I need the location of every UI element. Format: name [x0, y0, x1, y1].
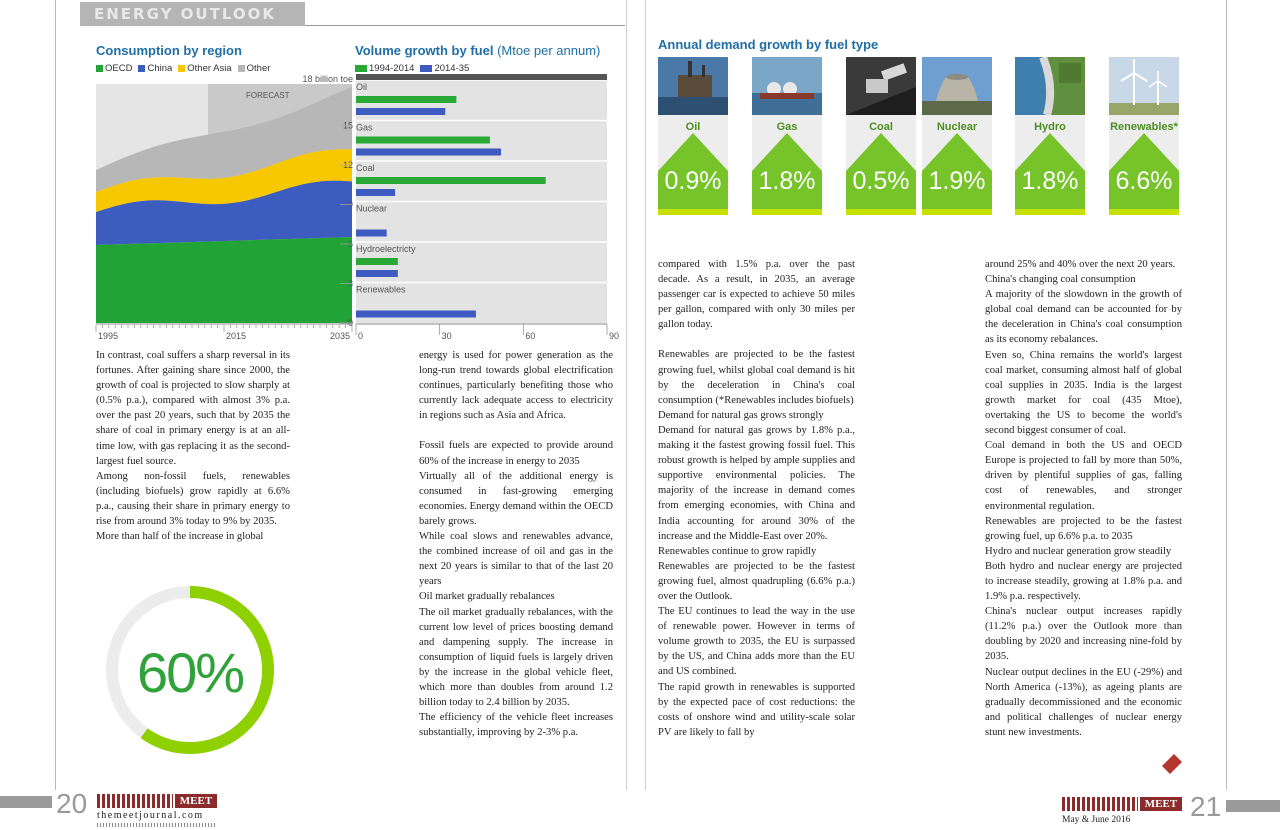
paragraph: Virtually all of the additional energy is consumed in fast-growing emerging economies. Energy demand within the OECD barely grows.: [419, 470, 613, 527]
y-tick-label: 9: [347, 199, 353, 210]
fuel-pct: 0.5%: [852, 167, 910, 195]
fuel-card-body: [846, 115, 916, 215]
y-tick-label: 3: [347, 278, 353, 289]
paragraph: China's nuclear output increases rapidly (11.2% p.a.) over the Outlook more than doubling by 2020 and increasing nine-fold by 2035.: [985, 606, 1182, 663]
area-x-tick-label: 1995: [98, 331, 119, 341]
fuel-card-hydro: [1015, 57, 1085, 215]
bar-coal-2014-35: [356, 189, 395, 196]
paragraph: compared with 1.5% p.a. over the past decade. As a result, in 2035, an average passenger car is expected to achieve 50 miles per gallon, compared with only 30 miles per gallon today.: [658, 259, 855, 331]
right-column-2: [985, 257, 1182, 740]
fuel-name: Nuclear: [936, 121, 978, 133]
fuel-name: Hydro: [1034, 121, 1066, 133]
volume-chart-unit: (Mtoe per annum): [497, 43, 601, 58]
left-column-1: [96, 348, 290, 544]
paragraph: While coal slows and renewables advance, the combined increase of oil and gas in the next 20 years is similar to that of the last 20 years: [419, 531, 613, 588]
bar-oil-1994-2014: [356, 96, 456, 103]
bar-x-tick-label: 30: [441, 331, 452, 341]
paragraph: energy is used for power generation as the long-run trend towards global electrification continues, particularly benefiting those who currently lack adequate access to electricity in regions such as Asia and Africa.: [419, 350, 613, 422]
forecast-label: FORECAST: [246, 91, 290, 100]
fuel-card-nuclear: [922, 57, 992, 215]
bar-gas-2014-35: [356, 149, 501, 156]
footer-logo-right: [1062, 797, 1182, 811]
paragraph: Nuclear output declines in the EU (-29%) and North America (-13%), as ageing plants are gradually decommissioned and the economic and political challenges of nuclear energy stunt new investments.: [985, 666, 1182, 738]
y-tick-label: 0: [347, 318, 353, 328]
fuel-card-gas: [752, 57, 822, 215]
donut-value: 60%: [136, 641, 244, 704]
bar-hydroelectricty-2014-35: [356, 270, 398, 277]
hydro-dam-photo: [1015, 57, 1085, 115]
consumption-chart-title: Consumption by region: [96, 43, 242, 58]
legend-other-asia: Other Asia: [178, 63, 231, 74]
bar-category-label: Gas: [356, 122, 373, 133]
legend-other: Other: [238, 63, 271, 74]
right-page-number: 21: [1190, 791, 1222, 822]
area-x-tick-label: 2015: [226, 331, 247, 341]
masthead-title: ENERGY OUTLOOK: [94, 5, 276, 23]
paragraph: In contrast, coal suffers a sharp reversal in its fortunes. After gaining share since 2000, the growth of coal is projected to slow sharply at (0.5% p.a.), compared with almost 3% p.a. over the past 20 years, such that by 2035 the share of coal in primary energy is at an all-time low, with gas replacing it as the second-largest fuel source.: [96, 350, 290, 467]
fuel-card-body: [752, 115, 822, 215]
paragraph: Hydro and nuclear generation grow steadily: [985, 545, 1172, 557]
paragraph: Demand for natural gas grows strongly: [658, 409, 824, 421]
paragraph: Renewables continue to grow rapidly: [658, 545, 817, 557]
paragraph: [419, 423, 613, 438]
footer-issue: May & June 2016: [1062, 815, 1131, 825]
paragraph: Even so, China remains the world's largest coal market, consuming almost half of global coal supplies in 2035. India is the largest growth market for coal (435 Mtoe), overtaking the US to become the world's second biggest consumer of coal.: [985, 349, 1182, 437]
coal-excavator-photo: [846, 57, 916, 115]
footer-bar-left: [0, 796, 52, 808]
legend-china: China: [138, 63, 172, 74]
gas-tanker-photo: [752, 57, 822, 115]
bar-category-label: Nuclear: [356, 203, 388, 214]
bar-x-tick-label: 60: [525, 331, 536, 341]
fuel-pct: 1.9%: [928, 167, 986, 195]
fuel-name: Coal: [869, 121, 893, 133]
paragraph: More than half of the increase in global: [96, 531, 264, 543]
paragraph: Renewables are projected to be the fastest growing fuel, whilst global coal demand is hit by the deceleration in China's coal consumption (*Renewables includes biofuels): [658, 349, 855, 406]
fuel-card-oil: [658, 57, 728, 215]
fuel-card-coal: [846, 57, 916, 215]
bar-category-label: Oil: [356, 82, 367, 92]
paragraph: Oil market gradually rebalances: [419, 591, 555, 603]
fuel-name: Renewables*: [1110, 121, 1178, 133]
left-column-2: [419, 348, 613, 740]
paragraph: The oil market gradually rebalances, with the current low level of prices boosting demand and dampening supply. The increase in consumption of liquid fuels is largely driven by the increase in the global vehicle fleet, which more than doubles from around 1.2 billion today to 2.4 billion by 2035.: [419, 606, 613, 709]
fuel-pct: 6.6%: [1115, 167, 1173, 195]
fuel-card-renewables: [1109, 57, 1179, 215]
bar-x-tick-label: 0: [358, 331, 364, 341]
fuel-name: Oil: [685, 121, 701, 133]
end-mark-icon: [1158, 752, 1184, 774]
paragraph: The EU continues to lead the way in the use of renewable power. However in terms of volume growth to 2035, the EU is surpassed by the US, and China adds more than the EU and US combined.: [658, 606, 855, 678]
bar-category-label: Coal: [356, 163, 375, 173]
wind-turbine-photo: [1109, 57, 1179, 115]
oil-rig-photo: [658, 57, 728, 115]
fuel-card-body: [658, 115, 728, 215]
bar-category-band: [356, 202, 607, 243]
bar-gas-1994-2014: [356, 137, 490, 144]
paragraph: A majority of the slowdown in the growth of global coal demand can be accounted for by the deceleration in China's coal consumption as its economy rebalances.: [985, 289, 1182, 346]
bar-x-tick-label: 90: [609, 331, 620, 341]
fuel-card-body: [922, 115, 992, 215]
fuel-pct: 0.9%: [664, 167, 722, 195]
left-page-number: 20: [56, 788, 88, 819]
paragraph: Demand for natural gas grows by 1.8% p.a., making it the fastest growing fossil fuel. This robust growth is helped by ample supplies and supportive environmental policies. The majority of the increase in demand comes from emerging economies, with China and India accounting for around 30% of the increase and the Middle-East over 20%.: [658, 424, 855, 542]
footer-bar-right: [1226, 800, 1280, 812]
bar-oil-2014-35: [356, 108, 445, 115]
fuel-name: Gas: [776, 121, 798, 133]
bar-chart-top-rule: [356, 74, 607, 80]
bar-coal-1994-2014: [356, 177, 546, 184]
fuel-growth-title: Annual demand growth by fuel type: [658, 37, 879, 52]
logo-text: MEET: [1140, 797, 1182, 811]
footer-rule: [97, 823, 217, 827]
bar-category-label: Renewables: [356, 284, 406, 295]
logo-text: MEET: [175, 794, 217, 808]
area-series-oecd: [96, 237, 352, 323]
volume-chart-title: Volume growth by fuel (Mtoe per annum): [355, 43, 601, 58]
legend-2014-35: 2014-35: [420, 63, 469, 74]
y-tick-label: 6: [347, 239, 353, 249]
left-charts-svg: [0, 0, 640, 345]
logo-arabic-mark: [97, 794, 173, 808]
bar-renewables-2014-35: [356, 311, 476, 318]
area-x-tick-label: 2035: [330, 331, 351, 341]
fuel-card-body: [1109, 115, 1179, 215]
bar-category-label: Hydroelectricty: [356, 244, 416, 254]
paragraph: around 25% and 40% over the next 20 years.: [985, 259, 1176, 270]
fuel-pct: 1.8%: [758, 167, 816, 195]
paragraph: The efficiency of the vehicle fleet increases substantially, improving by 2-3% p.a.: [419, 712, 613, 739]
y-tick-label: 15: [342, 120, 353, 131]
paragraph: Coal demand in both the US and OECD Europe is projected to fall by more than 50%, driven by plentiful supplies of gas, falling cost of renewables, and stronger environmental regulation.: [985, 440, 1182, 512]
bar-hydroelectricty-1994-2014: [356, 258, 398, 265]
footer-logo-left: [97, 794, 217, 808]
paragraph: China's changing coal consumption: [985, 274, 1136, 286]
logo-arabic-mark: [1062, 797, 1138, 811]
paragraph: [658, 332, 855, 347]
fuel-card-body: [1015, 115, 1085, 215]
legend-1994-2014: 1994-2014: [355, 63, 414, 74]
paragraph: Renewables are projected to be the fastest growing fuel, up 6.6% p.a. to 2035: [985, 515, 1182, 542]
paragraph: Both hydro and nuclear energy are projected to increase steadily, growing at 1.8% p.a. and 1.9% p.a. respectively.: [985, 560, 1182, 603]
bar-nuclear-2014-35: [356, 230, 387, 237]
paragraph: The rapid growth in renewables is supported by the expected pace of cost reductions: the costs of onshore wind and utility-scale solar PV are likely to fall by: [658, 681, 855, 738]
paragraph: Renewables are projected to be the fastest growing fuel, almost quadrupling (6.6% p.a.) over the Outlook.: [658, 560, 855, 602]
paragraph: Fossil fuels are expected to provide around 60% of the increase in energy to 2035: [419, 440, 613, 467]
footer-site: themeetjournal.com: [97, 810, 204, 821]
right-column-1: [658, 257, 855, 740]
nuclear-plant-photo: [922, 57, 992, 115]
y-tick-label: 18 billion toe: [302, 74, 353, 84]
y-tick-label: 12: [342, 160, 353, 170]
legend-oecd: OECD: [96, 63, 132, 74]
fuel-pct: 1.8%: [1021, 167, 1079, 195]
paragraph: Among non-fossil fuels, renewables (including biofuels) grow rapidly at 6.6% p.a., causing their share in primary energy to rise from around 3% today to 9% by 2035.: [96, 470, 290, 528]
